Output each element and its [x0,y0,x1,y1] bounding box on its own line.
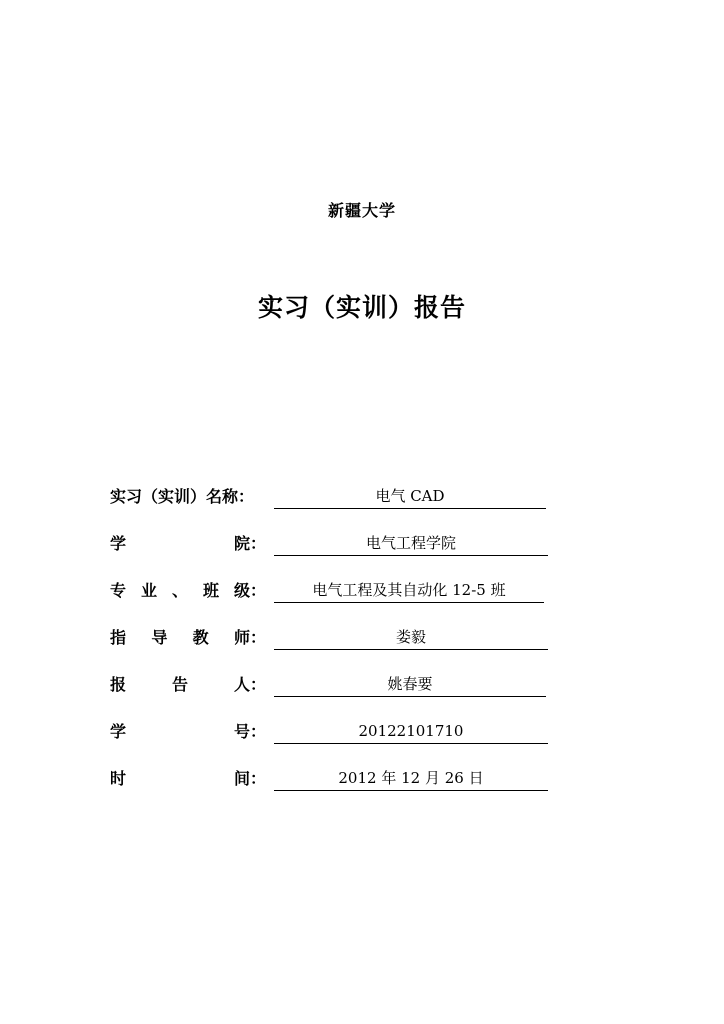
label-char: 学 [110,534,127,553]
label-char: 报 [110,675,127,694]
label-char: 号： [233,722,266,741]
label-char: 级： [233,581,266,600]
label-char: 专 [110,581,127,600]
label-char: 人： [233,675,266,694]
university-name: 新疆大学 [327,201,396,220]
field-label-college-text [110,533,266,555]
field-row-date [110,768,550,792]
field-value-student-id: 20122101710 [274,721,548,744]
field-label-advisor-text [110,627,266,649]
field-value-major-class: 电气工程及其自动化 12-5 班 [274,580,544,603]
label-char: 间： [233,769,266,788]
field-label-advisor [110,627,274,649]
field-row-student-id [110,721,550,745]
field-label-college [110,533,274,555]
field-row-course-name [110,486,550,510]
field-value-course-name: 电气 CAD [274,486,546,509]
field-value-college: 电气工程学院 [274,533,548,556]
field-row-advisor [110,627,550,651]
field-label-course-name: 实习（实训）名称： [110,487,255,506]
field-label-student-id [110,721,274,743]
field-label-date [110,768,274,790]
label-char: 院： [233,534,266,553]
label-char: 时 [110,769,127,788]
label-char: 指 [110,628,127,647]
field-label-major-class-text [110,580,266,602]
label-char: 业 [140,581,157,600]
field-row-college [110,533,550,557]
label-char: 、 [171,581,188,600]
report-title: 实习（实训）报告 [257,293,466,322]
field-label-student-id-text [110,721,266,743]
field-row-major-class [110,580,550,604]
field-label-major-class [110,580,274,602]
label-char: 导 [151,628,168,647]
field-value-date: 2012 年 12 月 26 日 [274,768,548,791]
field-label-reporter [110,674,274,696]
field-label-reporter-text [110,674,266,696]
field-label-date-text [110,768,266,790]
label-char: 学 [110,722,127,741]
label-char: 班 [202,581,219,600]
label-char: 师： [233,628,266,647]
field-row-reporter [110,674,550,698]
label-char: 教 [192,628,209,647]
field-value-reporter: 姚春要 [274,674,546,697]
field-value-advisor: 娄毅 [274,627,548,650]
label-char: 告 [171,675,188,694]
